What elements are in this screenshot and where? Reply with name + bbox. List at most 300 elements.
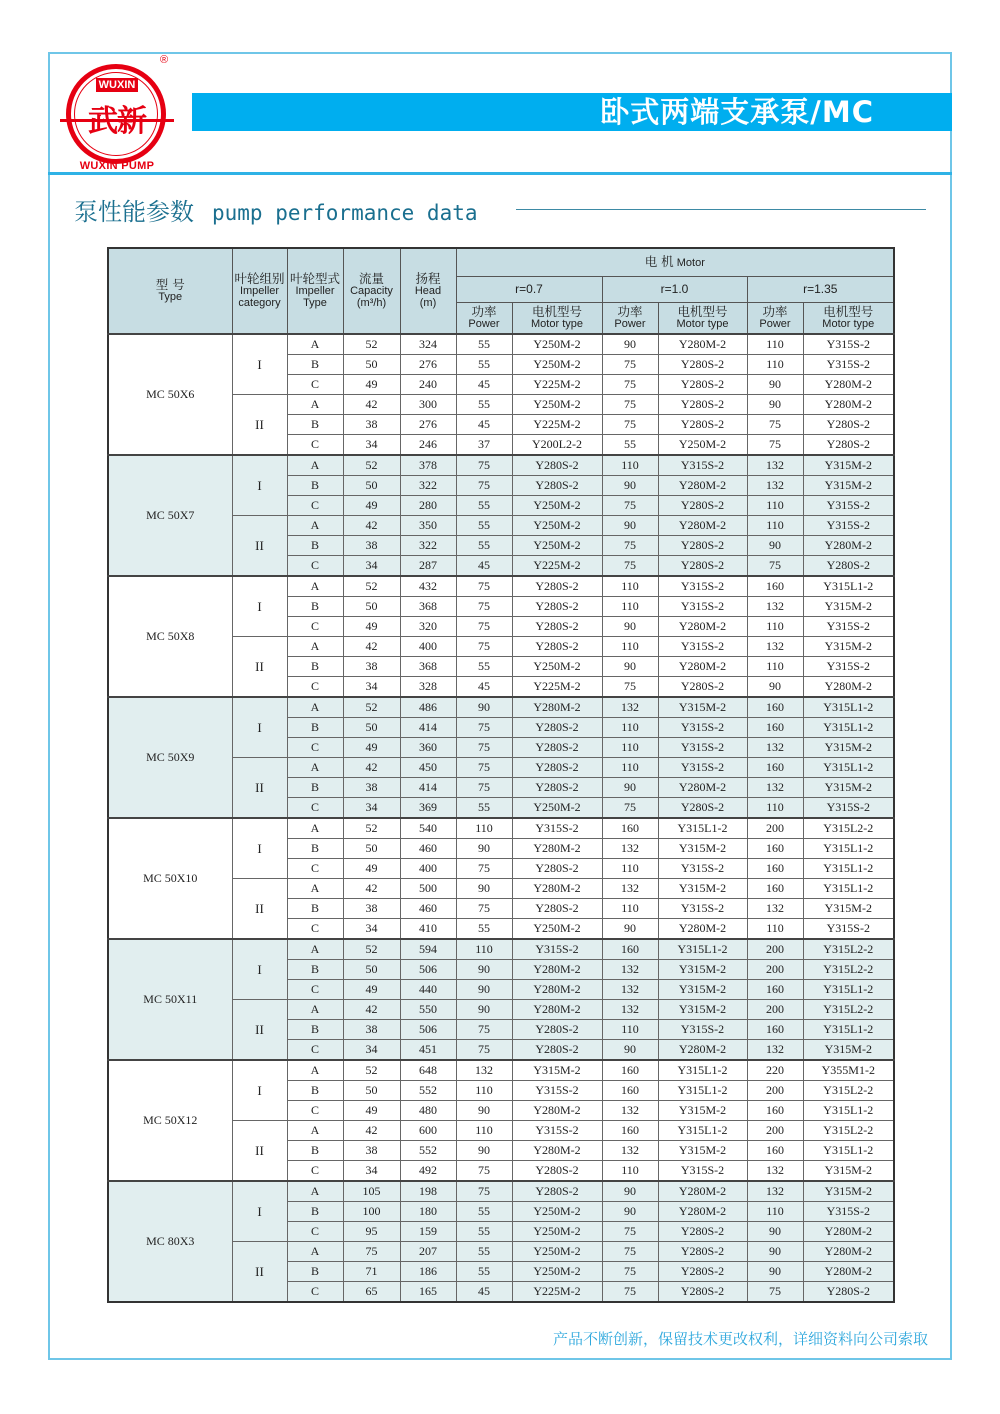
head: 648 (400, 1060, 456, 1081)
power-r10: 132 (602, 697, 658, 718)
motor-type-r135: Y315L1-2 (803, 1020, 894, 1040)
motor-type-r10: Y250M-2 (658, 435, 747, 456)
motor-type-r07: Y280M-2 (512, 1000, 602, 1020)
power-r07: 75 (456, 778, 512, 798)
motor-type-r10: Y280M-2 (658, 778, 747, 798)
power-r07: 75 (456, 758, 512, 778)
power-r135: 90 (747, 677, 803, 698)
head: 400 (400, 859, 456, 879)
capacity: 50 (343, 960, 400, 980)
section-title (74, 192, 478, 227)
motor-type-r07: Y280S-2 (512, 576, 602, 597)
motor-type-r135: Y280S-2 (803, 435, 894, 456)
page-title: 卧式两端支承泵/MC (600, 95, 874, 129)
impeller-type: A (287, 1121, 343, 1141)
power-r10: 90 (602, 657, 658, 677)
capacity: 49 (343, 738, 400, 758)
motor-type-r135: Y280M-2 (803, 395, 894, 415)
power-r10: 75 (602, 798, 658, 819)
capacity: 49 (343, 496, 400, 516)
power-r135: 132 (747, 899, 803, 919)
power-r07: 55 (456, 1262, 512, 1282)
capacity: 42 (343, 758, 400, 778)
power-r07: 45 (456, 677, 512, 698)
motor-type-r07: Y280M-2 (512, 879, 602, 899)
power-r135: 132 (747, 637, 803, 657)
power-r135: 110 (747, 798, 803, 819)
motor-type-r07: Y250M-2 (512, 395, 602, 415)
impeller-type: A (287, 1242, 343, 1262)
col-ratio-1-35: r=1.35 (747, 276, 894, 302)
head: 186 (400, 1262, 456, 1282)
impeller-category: II (232, 1000, 287, 1061)
table-row (108, 697, 894, 718)
impeller-category: II (232, 758, 287, 819)
section-rule (516, 209, 926, 210)
motor-type-r10: Y315S-2 (658, 637, 747, 657)
power-r135: 200 (747, 960, 803, 980)
impeller-type: A (287, 1060, 343, 1081)
motor-type-r135: Y315L2-2 (803, 1121, 894, 1141)
power-r10: 110 (602, 1161, 658, 1182)
power-r07: 45 (456, 1282, 512, 1303)
motor-type-r10: Y280S-2 (658, 355, 747, 375)
section-title-cn: 泵性能参数 (74, 198, 194, 226)
motor-type-r10: Y315L1-2 (658, 1081, 747, 1101)
capacity: 42 (343, 637, 400, 657)
impeller-type: B (287, 1020, 343, 1040)
impeller-type: B (287, 1141, 343, 1161)
power-r07: 55 (456, 334, 512, 355)
table-row (108, 1181, 894, 1202)
power-r135: 160 (747, 879, 803, 899)
impeller-type: A (287, 818, 343, 839)
motor-type-r135: Y280M-2 (803, 536, 894, 556)
power-r135: 200 (747, 1000, 803, 1020)
power-r135: 75 (747, 415, 803, 435)
impeller-category: I (232, 455, 287, 516)
capacity: 50 (343, 597, 400, 617)
impeller-type: A (287, 697, 343, 718)
motor-type-r135: Y315L2-2 (803, 818, 894, 839)
motor-type-r07: Y280S-2 (512, 1181, 602, 1202)
impeller-type: B (287, 778, 343, 798)
power-r10: 90 (602, 1040, 658, 1061)
motor-type-r10: Y280S-2 (658, 798, 747, 819)
model-block (108, 1060, 894, 1181)
motor-type-r135: Y315M-2 (803, 899, 894, 919)
power-r10: 75 (602, 415, 658, 435)
power-r135: 220 (747, 1060, 803, 1081)
capacity: 34 (343, 1040, 400, 1061)
head: 492 (400, 1161, 456, 1182)
power-r07: 55 (456, 496, 512, 516)
capacity: 50 (343, 1081, 400, 1101)
power-r135: 160 (747, 576, 803, 597)
head: 600 (400, 1121, 456, 1141)
power-r135: 110 (747, 334, 803, 355)
power-r10: 90 (602, 1202, 658, 1222)
capacity: 42 (343, 516, 400, 536)
motor-type-r10: Y280M-2 (658, 617, 747, 637)
power-r07: 110 (456, 1081, 512, 1101)
motor-type-r10: Y280M-2 (658, 1181, 747, 1202)
power-r135: 110 (747, 657, 803, 677)
motor-type-r135: Y315M-2 (803, 1161, 894, 1182)
capacity: 34 (343, 556, 400, 577)
head: 500 (400, 879, 456, 899)
motor-type-r10: Y315M-2 (658, 960, 747, 980)
head: 280 (400, 496, 456, 516)
head: 369 (400, 798, 456, 819)
motor-type-r135: Y315L1-2 (803, 839, 894, 859)
head: 414 (400, 718, 456, 738)
power-r10: 160 (602, 1121, 658, 1141)
power-r07: 75 (456, 617, 512, 637)
power-r135: 110 (747, 617, 803, 637)
capacity: 52 (343, 818, 400, 839)
power-r07: 55 (456, 919, 512, 940)
capacity: 42 (343, 1121, 400, 1141)
impeller-category: I (232, 1060, 287, 1121)
title-band (192, 93, 952, 131)
col-ratio-0-7: r=0.7 (456, 276, 602, 302)
power-r07: 55 (456, 395, 512, 415)
power-r07: 110 (456, 939, 512, 960)
power-r10: 110 (602, 758, 658, 778)
motor-type-r135: Y315S-2 (803, 919, 894, 940)
motor-type-r10: Y315S-2 (658, 859, 747, 879)
capacity: 42 (343, 1000, 400, 1020)
impeller-category: II (232, 637, 287, 698)
head: 159 (400, 1222, 456, 1242)
model-name: MC 50X12 (108, 1060, 232, 1181)
power-r10: 160 (602, 939, 658, 960)
head: 207 (400, 1242, 456, 1262)
power-r10: 132 (602, 980, 658, 1000)
motor-type-r135: Y315S-2 (803, 496, 894, 516)
impeller-type: C (287, 738, 343, 758)
impeller-type: C (287, 375, 343, 395)
impeller-category: I (232, 939, 287, 1000)
motor-type-r07: Y225M-2 (512, 556, 602, 577)
power-r135: 110 (747, 496, 803, 516)
head: 322 (400, 476, 456, 496)
motor-type-r135: Y315S-2 (803, 798, 894, 819)
impeller-category: I (232, 697, 287, 758)
motor-type-r10: Y315M-2 (658, 697, 747, 718)
power-r07: 45 (456, 556, 512, 577)
capacity: 38 (343, 899, 400, 919)
power-r135: 75 (747, 435, 803, 456)
table-row (108, 334, 894, 355)
power-r07: 75 (456, 455, 512, 476)
motor-type-r10: Y315L1-2 (658, 1121, 747, 1141)
impeller-type: C (287, 1161, 343, 1182)
power-r10: 110 (602, 455, 658, 476)
model-name: MC 80X3 (108, 1181, 232, 1302)
motor-type-r07: Y250M-2 (512, 334, 602, 355)
motor-type-r135: Y315S-2 (803, 617, 894, 637)
impeller-category: II (232, 1121, 287, 1182)
capacity: 42 (343, 395, 400, 415)
capacity: 34 (343, 435, 400, 456)
power-r10: 75 (602, 1262, 658, 1282)
power-r10: 110 (602, 899, 658, 919)
col-ratio-1-0: r=1.0 (602, 276, 747, 302)
capacity: 52 (343, 1060, 400, 1081)
power-r07: 55 (456, 657, 512, 677)
motor-type-r135: Y315L1-2 (803, 879, 894, 899)
footer-note: 产品不断创新，保留技术更改权利，详细资料向公司索取 (552, 1330, 928, 1348)
motor-type-r07: Y280M-2 (512, 839, 602, 859)
power-r135: 110 (747, 1202, 803, 1222)
capacity: 50 (343, 355, 400, 375)
power-r10: 160 (602, 1081, 658, 1101)
model-name: MC 50X10 (108, 818, 232, 939)
head: 506 (400, 1020, 456, 1040)
power-r135: 160 (747, 697, 803, 718)
impeller-type: A (287, 939, 343, 960)
head: 360 (400, 738, 456, 758)
motor-type-r07: Y250M-2 (512, 919, 602, 940)
head: 540 (400, 818, 456, 839)
power-r07: 90 (456, 1101, 512, 1121)
power-r135: 90 (747, 536, 803, 556)
power-r135: 132 (747, 1040, 803, 1061)
power-r07: 90 (456, 697, 512, 718)
power-r135: 90 (747, 1242, 803, 1262)
impeller-category: II (232, 879, 287, 940)
head: 414 (400, 778, 456, 798)
head: 324 (400, 334, 456, 355)
impeller-type: B (287, 476, 343, 496)
capacity: 49 (343, 1101, 400, 1121)
capacity: 52 (343, 334, 400, 355)
power-r135: 160 (747, 718, 803, 738)
power-r10: 55 (602, 435, 658, 456)
motor-type-r135: Y315L1-2 (803, 1141, 894, 1161)
col-head: 扬程 Head (m) (400, 248, 456, 334)
capacity: 34 (343, 677, 400, 698)
impeller-type: B (287, 1262, 343, 1282)
power-r07: 75 (456, 899, 512, 919)
impeller-type: A (287, 576, 343, 597)
motor-type-r07: Y280M-2 (512, 1141, 602, 1161)
brand-logo (56, 56, 180, 174)
capacity: 52 (343, 455, 400, 476)
power-r10: 132 (602, 1141, 658, 1161)
model-block (108, 455, 894, 576)
motor-type-r07: Y315S-2 (512, 1081, 602, 1101)
impeller-type: A (287, 455, 343, 476)
model-name: MC 50X9 (108, 697, 232, 818)
power-r07: 90 (456, 1141, 512, 1161)
power-r07: 90 (456, 980, 512, 1000)
head: 276 (400, 355, 456, 375)
motor-type-r07: Y280M-2 (512, 1101, 602, 1121)
head: 276 (400, 415, 456, 435)
power-r10: 132 (602, 879, 658, 899)
capacity: 75 (343, 1242, 400, 1262)
power-r07: 55 (456, 536, 512, 556)
power-r135: 90 (747, 375, 803, 395)
motor-type-r135: Y315L2-2 (803, 1000, 894, 1020)
motor-type-r07: Y250M-2 (512, 355, 602, 375)
power-r10: 110 (602, 597, 658, 617)
impeller-type: B (287, 536, 343, 556)
power-r07: 55 (456, 1222, 512, 1242)
capacity: 50 (343, 718, 400, 738)
motor-type-r10: Y315L1-2 (658, 818, 747, 839)
impeller-type: B (287, 960, 343, 980)
section-title-en: pump performance data (212, 201, 478, 225)
power-r135: 132 (747, 476, 803, 496)
impeller-type: C (287, 859, 343, 879)
power-r10: 75 (602, 1282, 658, 1303)
capacity: 52 (343, 939, 400, 960)
impeller-type: B (287, 657, 343, 677)
motor-type-r07: Y280S-2 (512, 597, 602, 617)
table-header (108, 248, 894, 334)
motor-type-r135: Y315L1-2 (803, 980, 894, 1000)
power-r135: 132 (747, 738, 803, 758)
motor-type-r10: Y315S-2 (658, 738, 747, 758)
motor-type-r10: Y315L1-2 (658, 1060, 747, 1081)
motor-type-r135: Y315S-2 (803, 334, 894, 355)
model-block (108, 939, 894, 1060)
power-r135: 200 (747, 1121, 803, 1141)
motor-type-r07: Y280S-2 (512, 899, 602, 919)
power-r07: 37 (456, 435, 512, 456)
power-r135: 160 (747, 758, 803, 778)
motor-type-r07: Y225M-2 (512, 415, 602, 435)
motor-type-r10: Y315M-2 (658, 980, 747, 1000)
motor-type-r07: Y280M-2 (512, 980, 602, 1000)
capacity: 38 (343, 536, 400, 556)
motor-type-r135: Y315S-2 (803, 516, 894, 536)
power-r07: 90 (456, 1000, 512, 1020)
motor-type-r07: Y315S-2 (512, 939, 602, 960)
motor-type-r10: Y315S-2 (658, 1161, 747, 1182)
motor-type-r10: Y280M-2 (658, 334, 747, 355)
impeller-category: II (232, 1242, 287, 1303)
motor-type-r07: Y280S-2 (512, 738, 602, 758)
motor-type-r10: Y280M-2 (658, 1040, 747, 1061)
power-r07: 90 (456, 839, 512, 859)
power-r07: 75 (456, 637, 512, 657)
power-r07: 45 (456, 375, 512, 395)
impeller-type: B (287, 1081, 343, 1101)
head: 486 (400, 697, 456, 718)
capacity: 38 (343, 1141, 400, 1161)
head: 198 (400, 1181, 456, 1202)
impeller-type: A (287, 334, 343, 355)
model-block (108, 576, 894, 697)
impeller-type: C (287, 919, 343, 940)
motor-type-r10: Y280S-2 (658, 556, 747, 577)
power-r10: 75 (602, 496, 658, 516)
impeller-type: C (287, 1222, 343, 1242)
capacity: 38 (343, 415, 400, 435)
motor-type-r10: Y280S-2 (658, 1282, 747, 1303)
logo-caption: WUXIN PUMP (79, 160, 155, 172)
impeller-type: A (287, 395, 343, 415)
motor-type-r07: Y250M-2 (512, 657, 602, 677)
power-r135: 75 (747, 1282, 803, 1303)
motor-type-r10: Y280M-2 (658, 476, 747, 496)
motor-type-r10: Y280S-2 (658, 677, 747, 698)
power-r07: 75 (456, 1161, 512, 1182)
impeller-type: B (287, 839, 343, 859)
power-r135: 90 (747, 1222, 803, 1242)
power-r135: 200 (747, 1081, 803, 1101)
motor-type-r135: Y315M-2 (803, 455, 894, 476)
capacity: 38 (343, 657, 400, 677)
capacity: 52 (343, 576, 400, 597)
head: 552 (400, 1141, 456, 1161)
power-r07: 55 (456, 798, 512, 819)
motor-type-r135: Y315M-2 (803, 637, 894, 657)
head: 400 (400, 637, 456, 657)
motor-type-r135: Y315L1-2 (803, 758, 894, 778)
motor-type-r135: Y315L2-2 (803, 960, 894, 980)
impeller-type: B (287, 597, 343, 617)
impeller-type: C (287, 1040, 343, 1061)
power-r07: 75 (456, 1040, 512, 1061)
head: 480 (400, 1101, 456, 1121)
impeller-category: II (232, 395, 287, 456)
motor-type-r135: Y280M-2 (803, 375, 894, 395)
motor-type-r07: Y250M-2 (512, 798, 602, 819)
head: 594 (400, 939, 456, 960)
motor-type-r07: Y250M-2 (512, 496, 602, 516)
head: 440 (400, 980, 456, 1000)
performance-table (107, 247, 895, 1303)
col-capacity: 流量 Capacity (m³/h) (343, 248, 400, 334)
motor-type-r135: Y315M-2 (803, 738, 894, 758)
table-row (108, 818, 894, 839)
power-r10: 110 (602, 637, 658, 657)
power-r135: 75 (747, 556, 803, 577)
motor-type-r07: Y225M-2 (512, 375, 602, 395)
motor-type-r10: Y280M-2 (658, 516, 747, 536)
head: 451 (400, 1040, 456, 1061)
impeller-category: II (232, 516, 287, 577)
head: 410 (400, 919, 456, 940)
col-power: 功率 Power (602, 302, 658, 334)
power-r10: 90 (602, 334, 658, 355)
power-r10: 160 (602, 1060, 658, 1081)
motor-type-r07: Y280S-2 (512, 1040, 602, 1061)
col-motor-type: 电机型号 Motor type (512, 302, 602, 334)
power-r07: 55 (456, 516, 512, 536)
motor-type-r07: Y280S-2 (512, 637, 602, 657)
head: 180 (400, 1202, 456, 1222)
power-r135: 160 (747, 1101, 803, 1121)
col-type: 型 号 Type (108, 248, 232, 334)
motor-type-r10: Y315M-2 (658, 879, 747, 899)
impeller-type: C (287, 1101, 343, 1121)
head: 460 (400, 839, 456, 859)
power-r135: 200 (747, 939, 803, 960)
motor-type-r07: Y280S-2 (512, 617, 602, 637)
motor-type-r07: Y280S-2 (512, 758, 602, 778)
motor-type-r07: Y280S-2 (512, 718, 602, 738)
head: 368 (400, 657, 456, 677)
motor-type-r10: Y280S-2 (658, 1222, 747, 1242)
head: 450 (400, 758, 456, 778)
